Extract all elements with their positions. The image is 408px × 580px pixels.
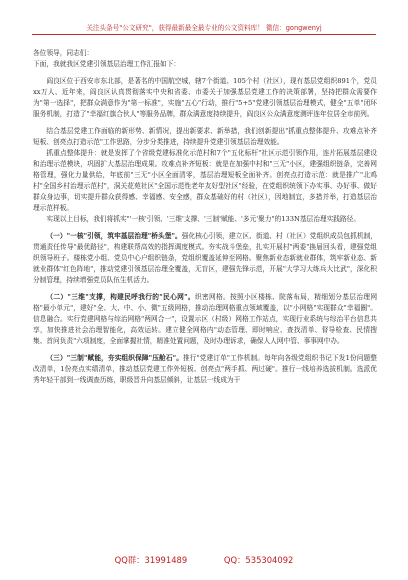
page-footer — [0, 554, 408, 568]
section-two — [33, 292, 377, 347]
paragraph-path: 实现以上目标，我们将抓实"'一核'引领、'三维'支撑、'三制'赋能、'多元'聚力"的133N基层治理实践路径。 — [46, 215, 361, 223]
header-divider — [32, 34, 376, 35]
paragraph-details: 抓重点整体提升：就是发挥了个省级党建标准化示范村和7个"五化标杆"社区示范引领作用，连片拓展基层建设和治理示范模块，巩固扩大基层治理成果。攻难点补齐短板：就是在加强中村和"三无"小区，建强组织链条，完善网格管理，强化力量供给，年底前"三无"小区全面清零，基层治理短板全面补齐。创亮点打造示范：就是推广"北鸡村"全国乡村治理示范村"，洞关花苑社区"全国示范性老年友好型社区"经验，在党组织统领下办实事、办好事、做好群众身边事，切实提升群众获得感、幸福感、安全感，群众基础好的村（社区），因地制宜，多措并举，打造基层治理示范样板。 — [33, 149, 377, 212]
paragraph-approach: 结合基层党建工作面临的新形势、新情况，提出新要求、新举措，我们创新提出"抓重点整体提升、攻难点补齐短板、创亮点打造示范"工作思路，分步分类推进，持续提升党建引领基层治理效能。 — [33, 127, 377, 146]
section-two-heading: （二）"三维"支撑，构建民呼我行的"民心网"。 — [46, 293, 195, 301]
page-header — [0, 0, 408, 44]
section-three — [33, 353, 377, 386]
greeting: 各位领导，同志们： — [33, 49, 94, 57]
header-banner — [10, 22, 398, 32]
header-promo-text: 关注头条号"公文研究"，获得最新最全最专业的公文资料库！ — [86, 24, 264, 32]
section-three-body: 推行"党建订单"工作机制。每年向各级党组织书记下发1份问题整改清单，1份亮点实绩清单，推动基层党建工作外短板、创亮点"两手抓、两过硬"。推行一线培养选拔机制。选派优秀年轻干部到一线调查历练，职级晋升向基层倾斜，让基层一线成为干 — [33, 354, 377, 384]
section-three-heading: （三）"三制"赋能，夯实组织保障"压舱石"。 — [46, 354, 183, 362]
section-one-body: 强化核心引领，建立区、街道、村（社区）党组织成员包抓机制，贯通责任传导"最优路径"，构建联帮高效的指挥调度模式。夯实战斗堡垒，扎实开展村"两委"换届回头看，建强党组织领导班子。楼栋党小组、党员中心户组织链条，党组织覆盖延伸至网格。聚焦新业态新就业群体，筑牢新业态、新就业群体"红色阵地"，推动党建引领基层治理全覆盖，无盲区，建强先锋示范，开展"大学习大练兵大比武"，深化积分制管理，持续增强党员队伍生机活力。 — [33, 232, 378, 284]
section-one — [33, 231, 377, 286]
intro-line: 下面，我就我区党建引领基层治理工作汇报如下： — [33, 60, 181, 68]
paragraph-overview: 阎良区位于西安市东北部，是著名的中国航空城，辖7个街道、105个村（社区），现有基层党组织891个，党员xx万人、近年来，阎良区认真贯彻落实中央和省委、市委关于加强基层党建工作的决策部署，坚持把群众需要作为"第一选择"，把群众满意作为"第一标准"，实施"五心"行动，推行"5+5"党建引领基层治理模式，健全"五单"闭环服务机制，打造了"幸福红旗合伙人"等服务品牌，群众满意度持续提升，阎良区公众满意度测评连年位居全市前列。 — [33, 77, 377, 118]
header-wechat: 微信：gongwenyj — [265, 24, 322, 32]
document-body — [33, 48, 377, 386]
footer-qq: QQ：535304092 — [223, 555, 294, 565]
section-one-heading: （一）"一核"引领，筑牢基层治理"桥头堡"。 — [46, 232, 182, 240]
section-two-body: 织密网格。按照小区楼栋、院落布局，精细划分基层治理网格"最小单元"，建好"全、大、中、小、微"五级网格，推动治理网格重点领域覆盖，以"小网格"实现群众"幸福圈"。信息融合。实行党建网格与综治网格"两网合一"，设置示区（村级）网格工作站点，实现行业系统与综治平台信息共享，加快推进社会治理智能化，高效运转。建立健全网格内"动态管理、即时响应、查找清单、督导检查、民情搜集、首问负责"六项制度，全面掌握社情，精准处置问题，及时办理诉求，确保人人网中管、事事网中办。 — [33, 293, 378, 345]
footer-qq-group: QQ群：31991489 — [114, 555, 188, 565]
